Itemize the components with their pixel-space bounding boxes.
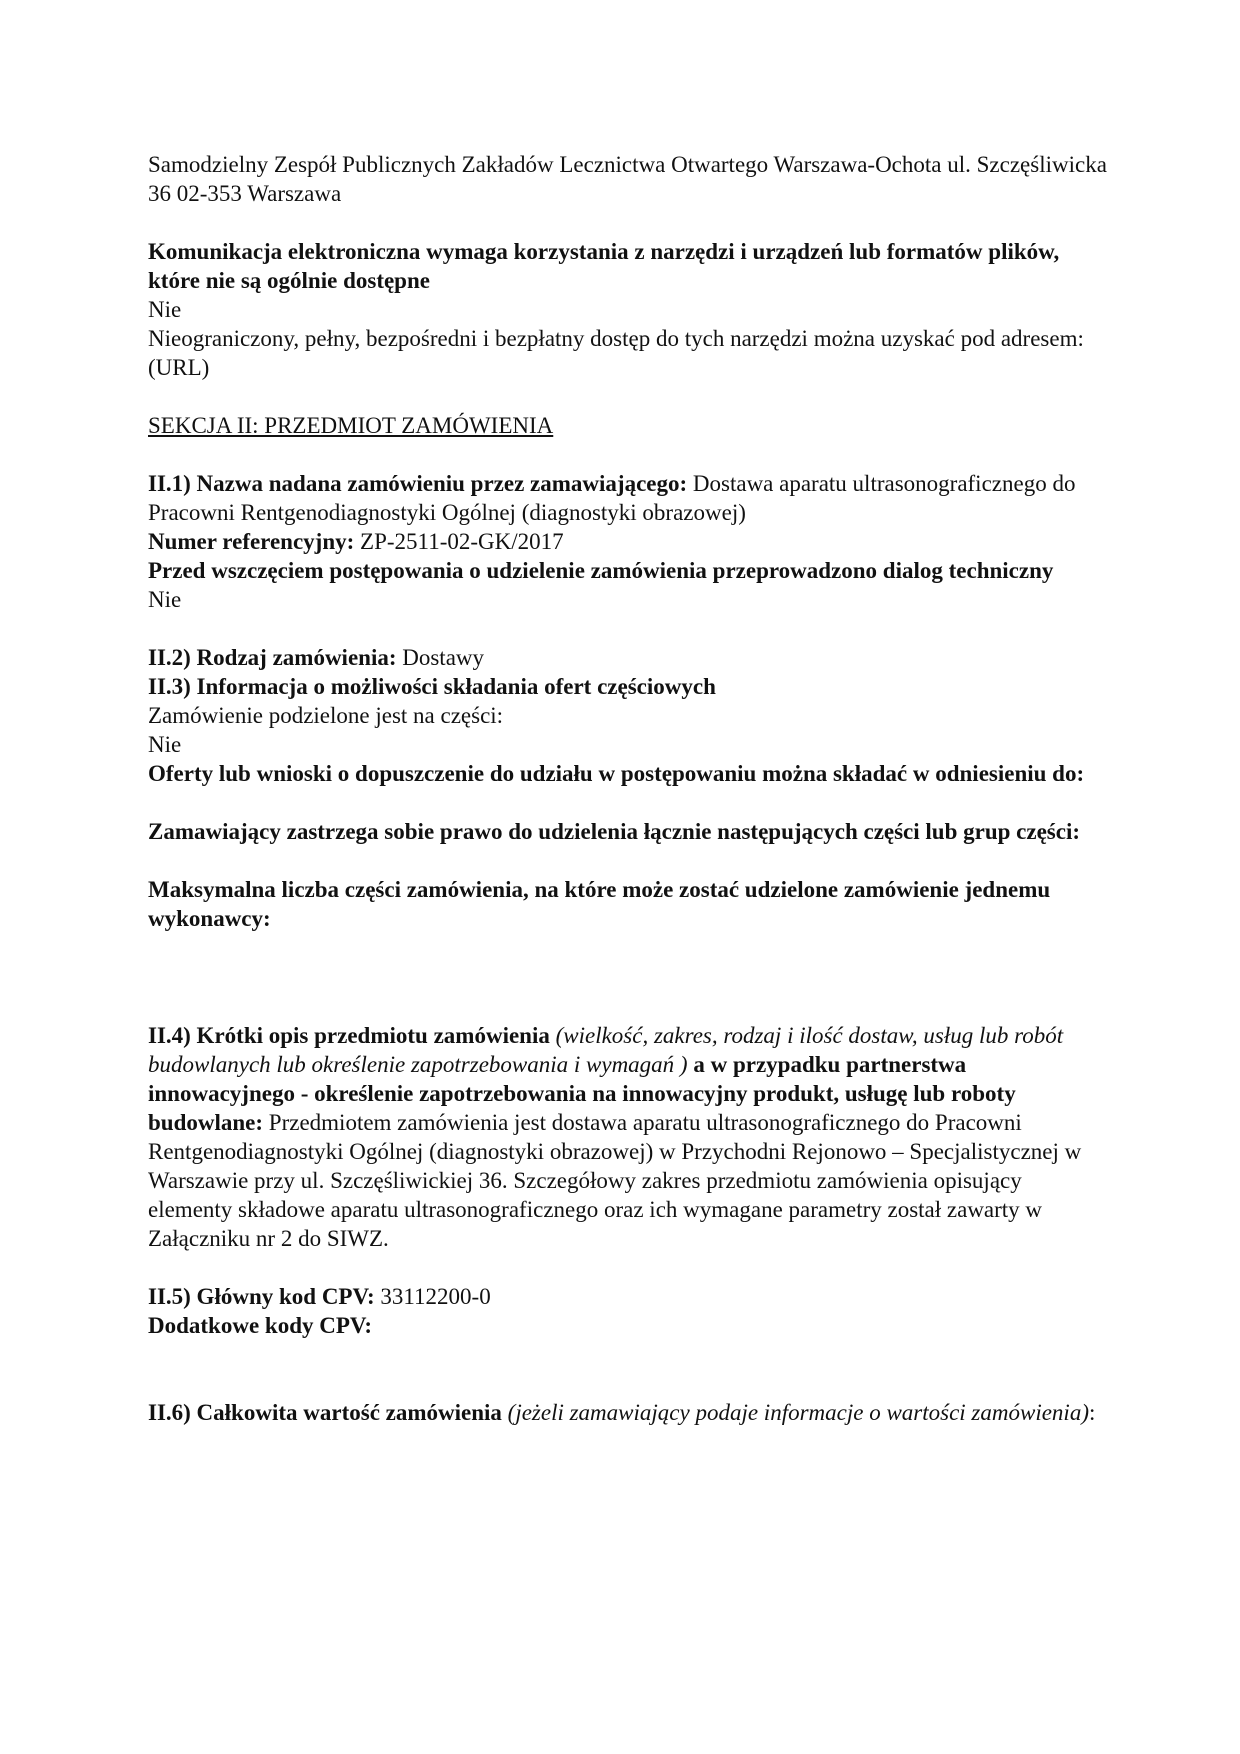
ii6-colon: : (1088, 1400, 1096, 1425)
communication-value: Nie (148, 297, 182, 322)
ii6-label: II.6) Całkowita wartość zamówienia (148, 1400, 502, 1425)
document-page (148, 150, 1108, 1427)
section-title: SEKCJA II: PRZEDMIOT ZAMÓWIENIA (148, 413, 554, 438)
ii4-value: Przedmiotem zamówienia jest dostawa aparatu ultrasonograficznego do Pracowni Rentgenodiagnostyki Ogólnej (diagnostyki obrazowej) w Przychodni Rejonowo – Specjalistycznej w Warszawie przy ul. Szczęśliwickiej 36. Szczegółowy zakres przedmiotu zamówienia opisujący elementy składowe aparatu ultrasonograficznego oraz ich wymagane parametry został zawarty w Załączniku nr 2 do SIWZ. (148, 1110, 1082, 1251)
ii3-max-heading: Maksymalna liczba części zamówienia, na które może zostać udzielone zamówienie jednemu wykonawcy: (148, 877, 1051, 931)
ii3-label: II.3) Informacja o możliwości składania ofert częściowych (148, 674, 716, 699)
section-ii1 (148, 469, 1108, 614)
ii1-label: II.1) Nazwa nadana zamówieniu przez zamawiającego: (148, 471, 688, 496)
section-ii4 (148, 1021, 1108, 1253)
ii5-value: 33112200-0 (374, 1284, 491, 1309)
ii5-extra-label: Dodatkowe kody CPV: (148, 1313, 373, 1338)
ii4-label: II.4) Krótki opis przedmiotu zamówienia (148, 1023, 550, 1048)
ii3-offers-heading: Oferty lub wnioski o dopuszczenie do udziału w postępowaniu można składać w odniesieniu do: (148, 761, 1085, 786)
ii3-parts-value: Nie (148, 732, 182, 757)
ii2-label: II.2) Rodzaj zamówienia: (148, 645, 397, 670)
reference-number-label: Numer referencyjny: (148, 529, 355, 554)
reference-number-value: ZP-2511-02-GK/2017 (354, 529, 564, 554)
section-ii6 (148, 1398, 1108, 1427)
ii3-parts-text: Zamówienie podzielone jest na części: (148, 703, 504, 728)
ii6-italic-note: (jeżeli zamawiający podaje informacje o wartości zamówienia) (501, 1400, 1089, 1425)
communication-access-note: Nieograniczony, pełny, bezpośredni i bezpłatny dostęp do tych narzędzi można uzyskać pod adresem: (URL) (148, 326, 1084, 380)
ii3-reserve-heading: Zamawiający zastrzega sobie prawo do udzielenia łącznie następujących części lub grup części: (148, 819, 1081, 844)
ii1-value: Dostawa aparatu ultrasonograficznego do Pracowni Rentgenodiagnostyki Ogólnej (diagnostyki obrazowej) (148, 471, 1076, 525)
communication-heading: Komunikacja elektroniczna wymaga korzystania z narzędzi i urządzeń lub formatów plików, które nie są ogólnie dostępne (148, 239, 1060, 293)
ii2-value: Dostawy (396, 645, 485, 670)
ii5-label: II.5) Główny kod CPV: (148, 1284, 375, 1309)
ii4-label2: a w przypadku partnerstwa innowacyjnego - określenie zapotrzebowania na innowacyjny produkt, usługę lub roboty budowlane: (148, 1052, 1016, 1135)
section-ii2-ii3 (148, 643, 1108, 788)
technical-dialog-value: Nie (148, 587, 182, 612)
communication-block (148, 237, 1108, 382)
technical-dialog-heading: Przed wszczęciem postępowania o udzielenie zamówienia przeprowadzono dialog techniczny (148, 558, 1054, 583)
ii4-italic-note: (wielkość, zakres, rodzaj i ilość dostaw, usług lub robót budowlanych lub określenie zapotrzebowania i wymagań ) (148, 1023, 1064, 1077)
contracting-authority-address: Samodzielny Zespół Publicznych Zakładów Lecznictwa Otwartego Warszawa-Ochota ul. Szczęśliwicka 36 02-353 Warszawa (148, 152, 1107, 206)
section-ii5 (148, 1282, 1108, 1340)
